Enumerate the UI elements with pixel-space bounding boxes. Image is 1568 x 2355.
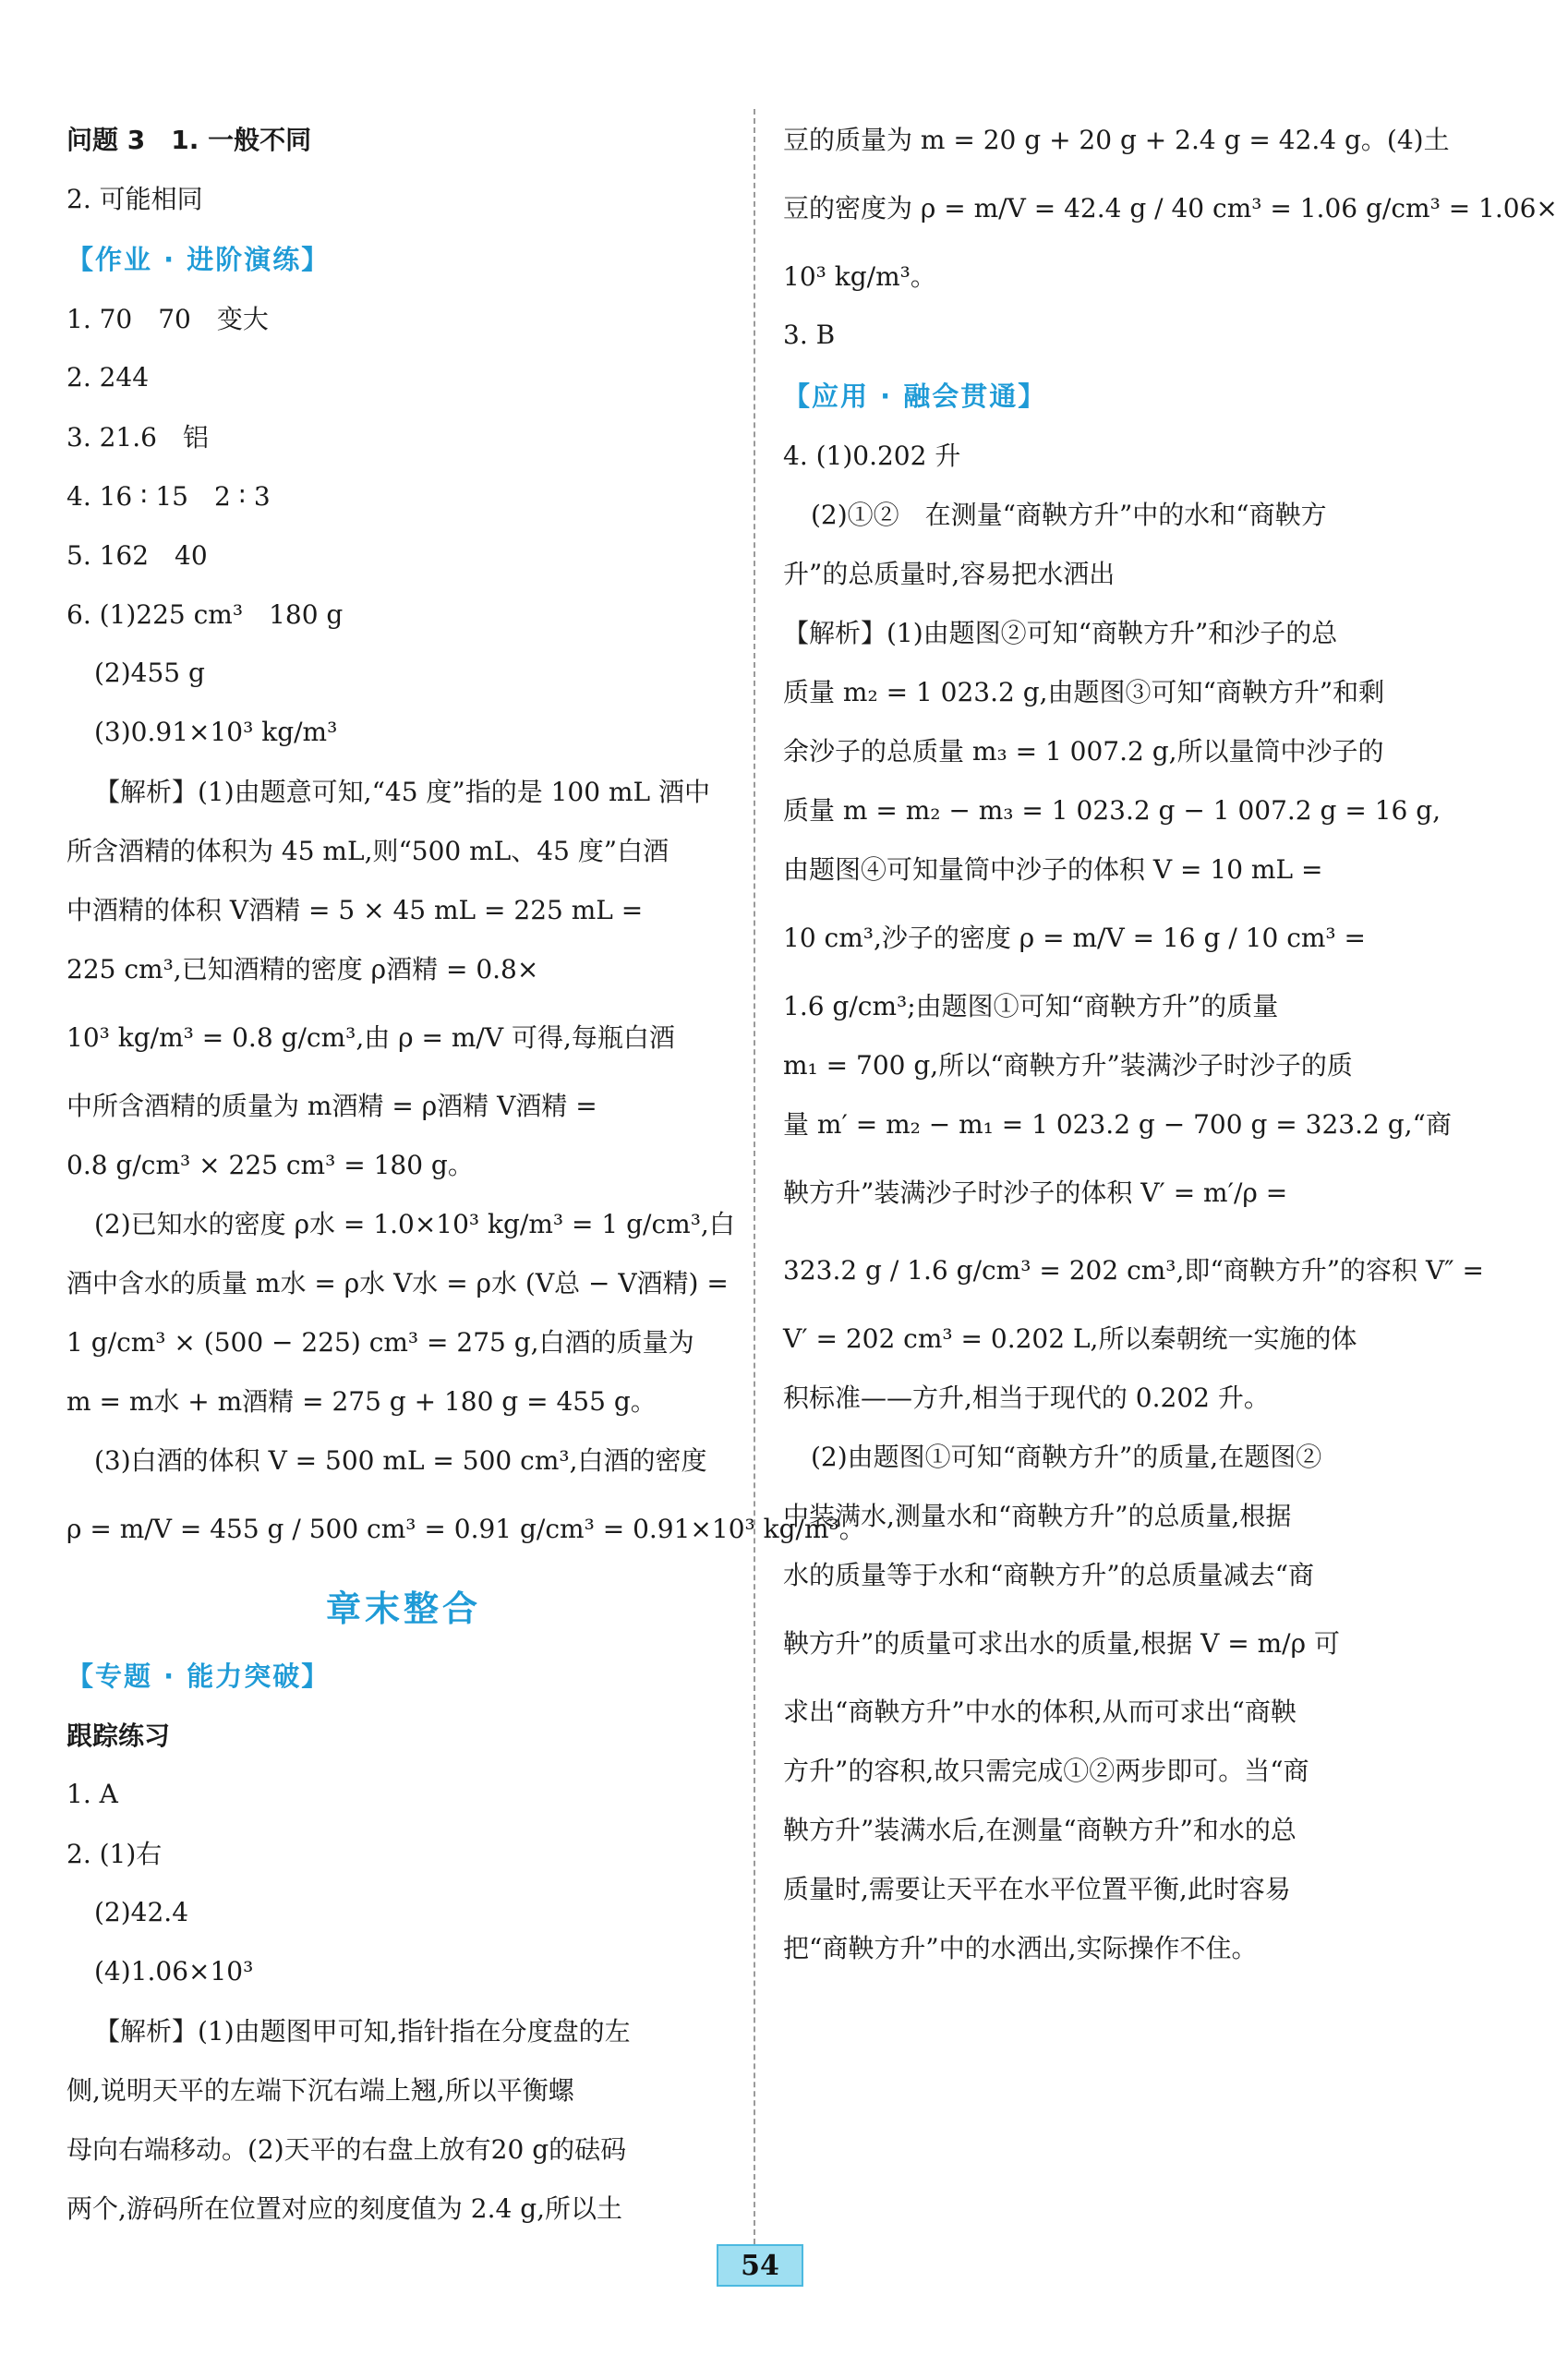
answer-4: 4. 16 ∶ 15 2 ∶ 3	[66, 481, 271, 512]
right-column	[783, 109, 1558, 1976]
text-line: 余沙子的总质量 m₃ = 1 007.2 g,所以量筒中沙子的	[783, 736, 1384, 767]
question-3-answer: 问题 3 1. 一般不同	[66, 125, 312, 155]
text-line: 323.2 g / 1.6 g/cm³ = 202 cm³,即“商鞅方升”的容积 V″ =	[783, 1255, 1484, 1286]
answer-3: 3. B	[783, 319, 836, 350]
answer-4-part-2	[783, 484, 1457, 602]
text-line: (3)白酒的体积 V = 500 mL = 500 cm³,白酒的密度	[94, 1445, 707, 1476]
text-line: 质量 m₂ = 1 023.2 g,由题图③可知“商鞅方升”和剩	[783, 677, 1385, 707]
text-line: 两个,游码所在位置对应的刻度值为 2.4 g,所以土	[66, 2193, 623, 2224]
text-line: 【解析】(1)由题图甲可知,指针指在分度盘的左	[94, 2016, 631, 2047]
chapter-title: 章末整合	[325, 1588, 481, 1629]
answer-1: 1. 70 70 变大	[66, 304, 269, 334]
analysis-paragraph-1	[66, 761, 741, 1193]
answer-2: 2. 244	[66, 361, 150, 392]
text-line: 【解析】(1)由题意可知,“45 度”指的是 100 mL 酒中	[94, 777, 711, 807]
text-line: 中酒精的体积 V酒精 = 5 × 45 mL = 225 mL =	[66, 895, 644, 925]
text-line: V′ = 202 cm³ = 0.202 L,所以秦朝统一实施的体	[783, 1323, 1357, 1354]
text-line: 1.6 g/cm³;由题图①可知“商鞅方升”的质量	[783, 991, 1279, 1021]
text-line: 中装满水,测量水和“商鞅方升”的总质量,根据	[783, 1501, 1292, 1531]
text-line: 0.8 g/cm³ × 225 cm³ = 180 g。	[66, 1150, 474, 1180]
text-line: 求出“商鞅方升”中水的体积,从而可求出“商鞅	[783, 1697, 1297, 1727]
section-heading-application: 【应用 · 融会贯通】	[783, 380, 1047, 412]
text-line: 母向右端移动。(2)天平的右盘上放有20 g的砝码	[66, 2134, 627, 2165]
text-line: 量 m′ = m₂ − m₁ = 1 023.2 g − 700 g = 323.2 g,“商	[783, 1109, 1452, 1140]
continued-paragraph	[783, 109, 1558, 305]
text-line: ρ = m/V = 455 g / 500 cm³ = 0.91 g/cm³ = 0.91×10³ kg/m³。	[66, 1514, 865, 1544]
practice-answer-1: 1. A	[66, 1778, 118, 1809]
text-line: 质量 m = m₂ − m₃ = 1 023.2 g − 1 007.2 g = 16 g,	[783, 795, 1441, 826]
text-line: (2)已知水的密度 ρ水 = 1.0×10³ kg/m³ = 1 g/cm³,白	[94, 1209, 735, 1239]
answer-5: 5. 162 40	[66, 540, 208, 571]
practice-answer-2: 2. (1)右	[66, 1839, 163, 1869]
text-line: 把“商鞅方升”中的水洒出,实际操作不住。	[783, 1933, 1258, 1963]
analysis-paragraph-4	[66, 2000, 741, 2237]
text-line: 10 cm³,沙子的密度 ρ = m/V = 16 g / 10 cm³ =	[783, 923, 1367, 953]
column-divider	[754, 109, 755, 2253]
text-line: 1 g/cm³ × (500 − 225) cm³ = 275 g,白酒的质量为	[66, 1327, 694, 1358]
answer-3: 3. 21.6 铝	[66, 422, 209, 453]
analysis-paragraph-6	[783, 1426, 1457, 1976]
answer-6-part-3: (3)0.91×10³ kg/m³	[94, 716, 338, 747]
analysis-paragraph-2	[66, 1193, 741, 1430]
section-heading-topic: 【专题 · 能力突破】	[66, 1660, 331, 1692]
text-line: 中所含酒精的质量为 m酒精 = ρ酒精 V酒精 =	[66, 1091, 597, 1121]
practice-answer-2-part-2: (2)42.4	[94, 1896, 189, 1927]
text-line: 鞅方升”装满水后,在测量“商鞅方升”和水的总	[783, 1815, 1297, 1845]
text-line: 酒中含水的质量 m水 = ρ水 V水 = ρ水 (V总 − V酒精) =	[66, 1268, 729, 1298]
text-line: 升”的总质量时,容易把水洒出	[783, 559, 1116, 589]
text-line: 鞅方升”装满沙子时沙子的体积 V′ = m′/ρ =	[783, 1178, 1288, 1208]
answer-6-part-2: (2)455 g	[94, 657, 205, 688]
analysis-paragraph-5	[783, 602, 1484, 1426]
text-line: 侧,说明天平的左端下沉右端上翘,所以平衡螺	[66, 2075, 574, 2106]
text-line: 积标准——方升,相当于现代的 0.202 升。	[783, 1383, 1270, 1413]
text-line: 水的质量等于水和“商鞅方升”的总质量减去“商	[783, 1560, 1314, 1590]
answer-line: 2. 可能相同	[66, 184, 203, 214]
practice-heading: 跟踪练习	[66, 1721, 171, 1751]
text-line: m₁ = 700 g,所以“商鞅方升”装满沙子时沙子的质	[783, 1050, 1353, 1081]
section-heading-homework: 【作业 · 进阶演练】	[66, 243, 331, 275]
text-line: 10³ kg/m³。	[783, 261, 936, 292]
text-line: 所含酒精的体积为 45 mL,则“500 mL、45 度”白酒	[66, 836, 669, 866]
answer-6: 6. (1)225 cm³ 180 g	[66, 599, 344, 630]
page-number: 54	[717, 2244, 803, 2287]
text-line: 225 cm³,已知酒精的密度 ρ酒精 = 0.8×	[66, 954, 539, 984]
analysis-paragraph-3	[66, 1430, 865, 1566]
answer-4: 4. (1)0.202 升	[783, 441, 961, 471]
text-line: 方升”的容积,故只需完成①②两步即可。当“商	[783, 1756, 1309, 1786]
text-line: 豆的密度为 ρ = m/V = 42.4 g / 40 cm³ = 1.06 g/cm³ = 1.06×	[783, 193, 1558, 223]
text-line: 10³ kg/m³ = 0.8 g/cm³,由 ρ = m/V 可得,每瓶白酒	[66, 1022, 675, 1053]
text-line: m = m水 + m酒精 = 275 g + 180 g = 455 g。	[66, 1386, 657, 1417]
text-line: 质量时,需要让天平在水平位置平衡,此时容易	[783, 1874, 1291, 1904]
text-line: 由题图④可知量筒中沙子的体积 V = 10 mL =	[783, 854, 1323, 885]
text-line: 【解析】(1)由题图②可知“商鞅方升”和沙子的总	[783, 618, 1338, 648]
text-line: 豆的质量为 m = 20 g + 20 g + 2.4 g = 42.4 g。(4)土	[783, 125, 1450, 155]
text-line: (2)①② 在测量“商鞅方升”中的水和“商鞅方	[811, 500, 1327, 530]
text-line: 鞅方升”的质量可求出水的质量,根据 V = m/ρ 可	[783, 1628, 1340, 1659]
text-line: (2)由题图①可知“商鞅方升”的质量,在题图②	[811, 1442, 1322, 1472]
practice-answer-2-part-4: (4)1.06×10³	[94, 1955, 254, 1987]
